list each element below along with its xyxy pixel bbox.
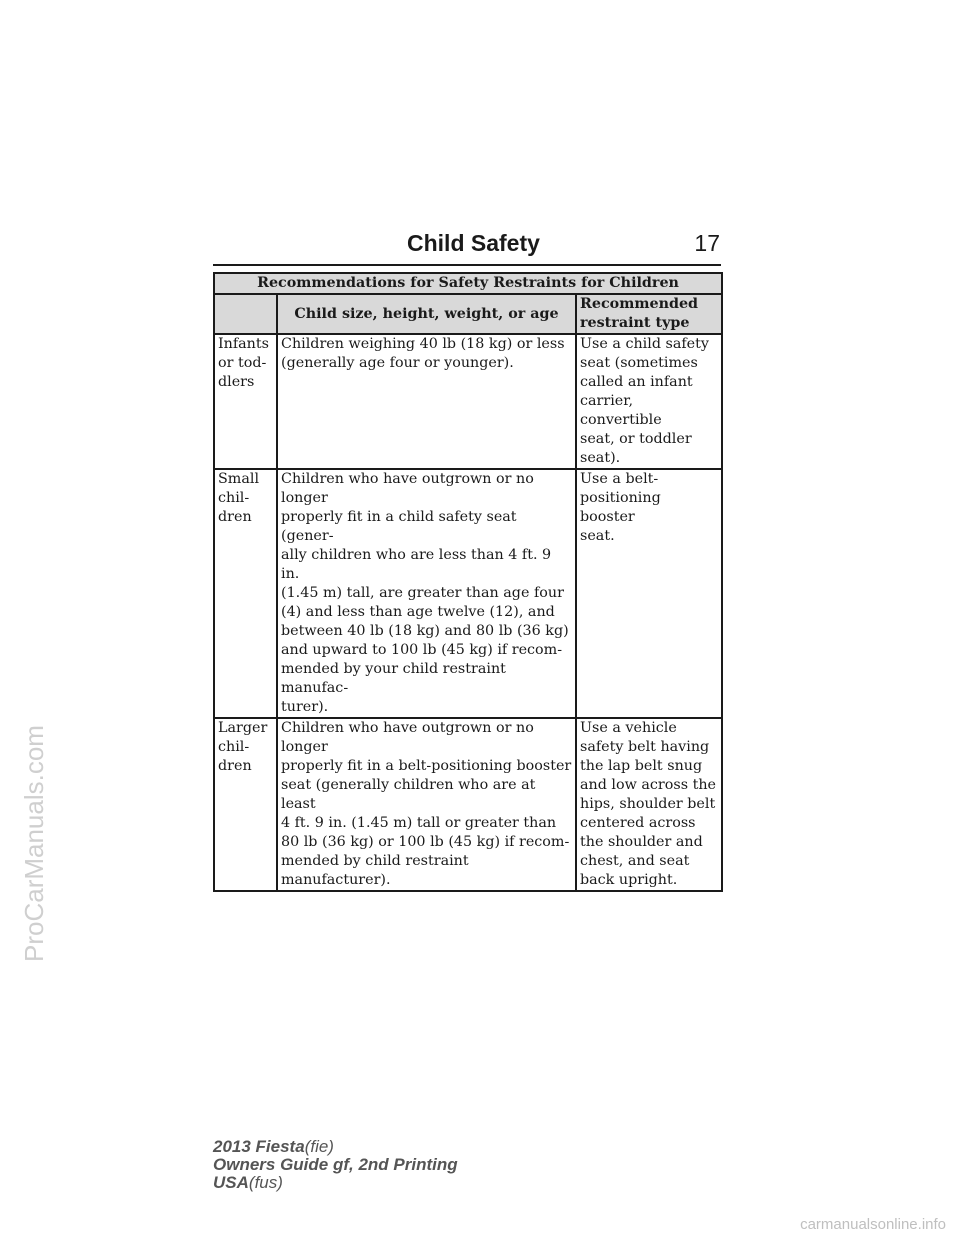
- table-title-row: [214, 273, 722, 294]
- row-category: Small chil- dren: [214, 469, 277, 718]
- footer-line-3: [213, 1174, 458, 1192]
- column-header-category: [214, 294, 277, 334]
- row-restraint-type: Use a vehicle safety belt having the lap belt snug and low across the hips, shoulder belt centered across the shoulder and chest, and seat back upright.: [576, 718, 722, 891]
- header-rule: [213, 264, 721, 266]
- footer-model-code: (fie): [304, 1137, 334, 1156]
- footer-market: USA: [213, 1173, 249, 1192]
- footer-line-2: Owners Guide gf, 2nd Printing: [213, 1155, 458, 1174]
- row-restraint-type: Use a child safety seat (sometimes called an infant carrier, convertible seat, or toddler seat).: [576, 334, 722, 469]
- row-category: Infants or tod- dlers: [214, 334, 277, 469]
- column-header-size: Child size, height, weight, or age: [277, 294, 576, 334]
- page-header: [213, 226, 721, 260]
- document-footer: [213, 1138, 458, 1192]
- table-row: [214, 469, 722, 718]
- footer-model: 2013 Fiesta: [213, 1137, 305, 1156]
- table-row: [214, 718, 722, 891]
- row-category: Larger chil- dren: [214, 718, 277, 891]
- site-watermark: carmanualsonline.info: [800, 1216, 946, 1233]
- footer-market-code: (fus): [248, 1173, 283, 1192]
- table-row: [214, 334, 722, 469]
- row-restraint-type: Use a belt- positioning booster seat.: [576, 469, 722, 718]
- watermark-text: ProCarManuals.com: [19, 725, 49, 962]
- table-title: Recommendations for Safety Restraints for Children: [214, 273, 722, 294]
- page-number: 17: [694, 230, 720, 256]
- row-size-description: Children who have outgrown or no longer properly fit in a belt-positioning booster seat (generally children who are at least 4 ft. 9 in. (1.45 m) tall or greater than 80 lb (36 kg) or 100 lb (45 kg) if recom- mended by child restraint manufacturer).: [277, 718, 576, 891]
- table-header-row: [214, 294, 722, 334]
- section-title: Child Safety: [407, 230, 540, 256]
- column-header-restraint: Recommended restraint type: [576, 294, 722, 334]
- row-size-description: Children who have outgrown or no longer properly fit in a child safety seat (gener- ally children who are less than 4 ft. 9 in. (1.45 m) tall, are greater than age four (4) and less than age twelve (12), and between 40 lb (18 kg) and 80 lb (36 kg) and upward to 100 lb (45 kg) if recom- mended by your child restraint manufac- turer).: [277, 469, 576, 718]
- footer-line-1: [213, 1138, 458, 1156]
- row-size-description: Children weighing 40 lb (18 kg) or less (generally age four or younger).: [277, 334, 576, 469]
- restraint-recommendations-table: [213, 272, 723, 892]
